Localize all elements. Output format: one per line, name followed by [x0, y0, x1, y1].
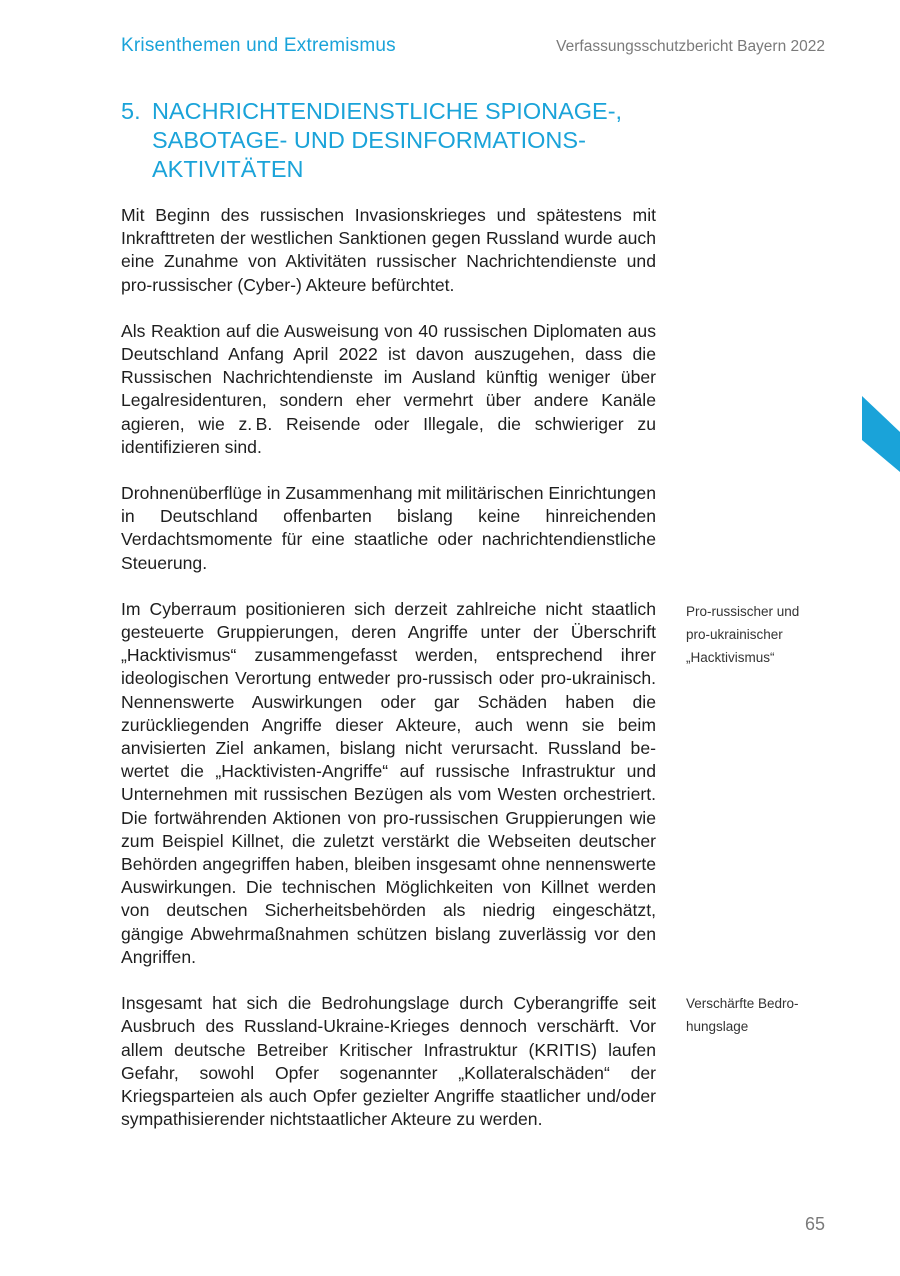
- margin-note-bedrohungslage: Verschärfte Bedro- hungslage: [686, 996, 799, 1035]
- chapter-tab-shape: [862, 396, 900, 472]
- body-text: [121, 204, 656, 1154]
- paragraph-2: Als Reaktion auf die Ausweisung von 40 russischen Diplomaten aus Deutschland Anfang April 2022 ist davon auszugehen, dass die Russischen Nachrichtendienste im Ausland künftig weniger über Legalresidenturen, sondern eher vermehrt über andere Kanäle agieren, wie z. B. Reisende oder Illegale, die schwieriger zu identifizieren sind.: [121, 320, 656, 457]
- section-number: 5.: [121, 98, 141, 124]
- paragraph-3: Drohnenüberflüge in Zusammenhang mit militärischen Einrichtungen in Deutschland offenbarten bislang keine hinreichenden Verdachtsmomente für eine staatliche oder nachrichtendienstliche Steuerung.: [121, 483, 656, 573]
- running-header-section: Krisenthemen und Extremismus: [121, 35, 396, 56]
- section-heading: [121, 97, 681, 184]
- chapter-tab-marker: [862, 396, 900, 472]
- paragraph-4: Im Cyberraum positionieren sich derzeit zahlreiche nicht staatlich gesteuerte Gruppierungen, deren Angriffe unter der Überschrift „Hacktivismus“ zusammengefasst werden, entsprechend ihrer ideologischen Verortung entweder pro-russisch oder pro-ukrainisch. Nennenswerte Auswirkungen oder gar Schäden haben die zurückliegenden Angriffe dieser Akteure, auch wenn sie beim anvisierten Ziel ankamen, bislang nicht verursacht. Russland bewertet die „Hacktivisten-Angriffe“ auf russische Infrastruktur und Unternehmen mit russischen Bezügen als vom Westen orchestriert. Die fortwährenden Aktionen von pro-russischen Gruppierungen wie zum Beispiel Killnet, die zuletzt verstärkt die Webseiten deutscher Behörden angegriffen haben, bleiben insgesamt ohne nennenswerte Auswirkungen. Die technischen Möglichkeiten von Killnet werden von deutschen Sicherheitsbehörden als niedrig eingeschätzt, gängige Abwehrmaßnahmen schützen bislang zuverlässig vor den Angriffen.: [121, 598, 656, 967]
- page-number: 65: [804, 1214, 825, 1234]
- margin-note-hacktivismus: Pro-russischer und pro-ukrainischer „Hacktivismus“: [686, 604, 800, 666]
- section-title: NACHRICHTENDIENSTLICHE SPIONAGE-, SABOTAGE- UND DESINFORMATIONS- AKTIVITÄTEN: [152, 98, 623, 182]
- paragraph-1: Mit Beginn des russischen Invasionskrieges und spätestens mit Inkrafttreten der westlichen Sanktionen gegen Russland wurde auch eine Zunahme von Aktivitäten russischer Nachrichtendienste und pro-russischer (Cyber-) Akteure befürchtet.: [121, 205, 656, 295]
- paragraph-5: Insgesamt hat sich die Bedrohungslage durch Cyberangriffe seit Ausbruch des Russland-Ukraine-Krieges dennoch verschärft. Vor allem deutsche Betreiber Kritischer Infrastruktur (KRITIS) laufen Gefahr, sowohl Opfer sogenannter „Kollateralschäden“ der Kriegsparteien als auch Opfer gezielter Angriffe staatlicher und/oder sympathisierender nichtstaatlicher Akteure zu werden.: [121, 993, 656, 1130]
- running-header-report: Verfassungsschutzbericht Bayern 2022: [556, 38, 825, 55]
